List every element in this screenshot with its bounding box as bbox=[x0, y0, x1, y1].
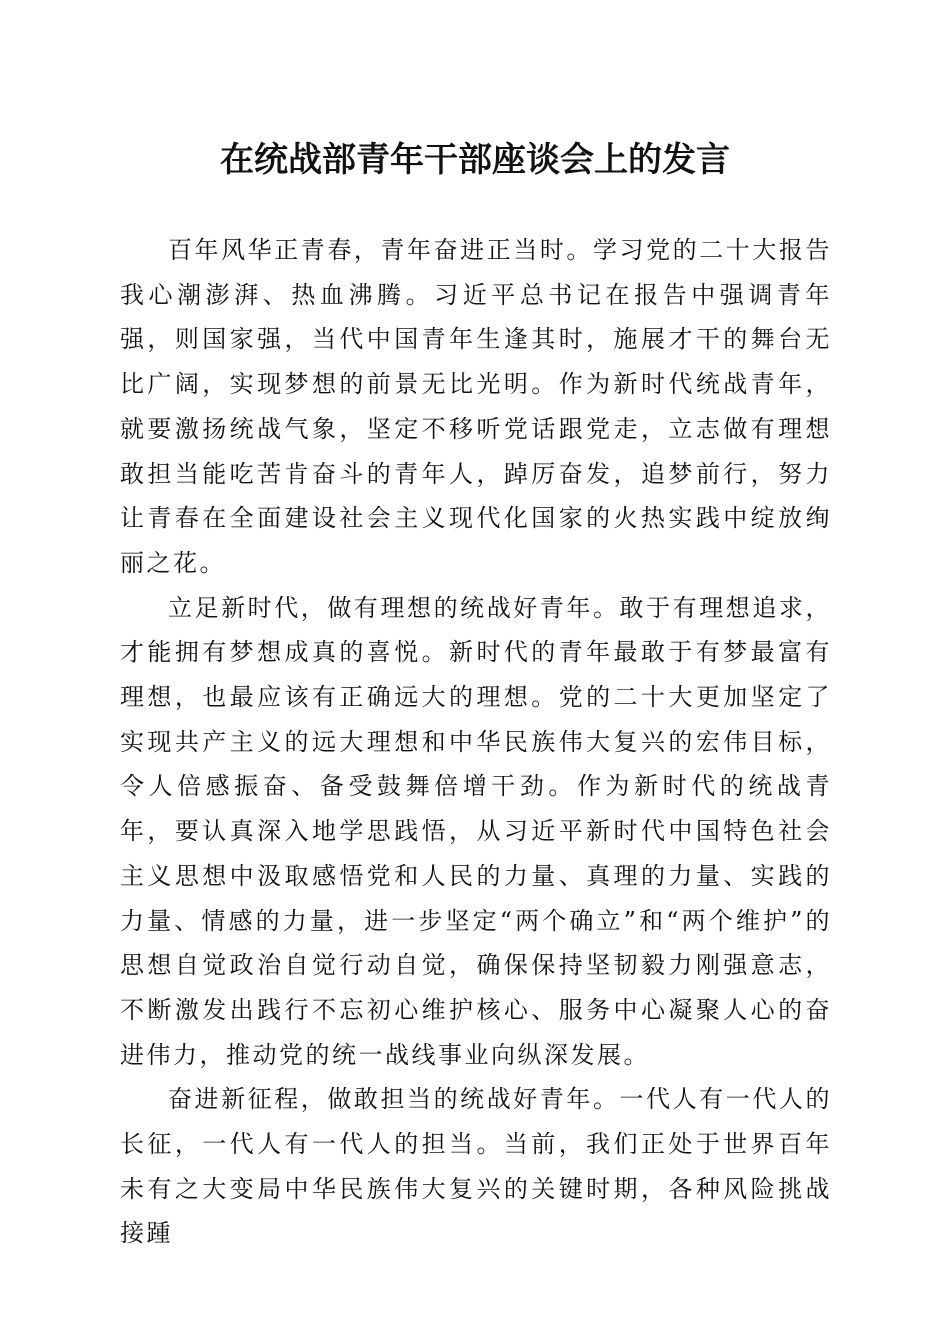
paragraph-2: 立足新时代，做有理想的统战好青年。敢于有理想追求，才能拥有梦想成真的喜悦。新时代的青年最敢于有梦最富有理想，也最应该有正确远大的理想。党的二十大更加坚定了实现共产主义的远大理想和中华民族伟大复兴的宏伟目标，令人倍感振奋、备受鼓舞倍增干劲。作为新时代的统战青年，要认真深入地学思践悟，从习近平新时代中国特色社会主义思想中汲取感悟党和人民的力量、真理的力量、实践的力量、情感的力量，进一步坚定“两个确立”和“两个维护”的思想自觉政治自觉行动自觉，确保保持坚韧毅力刚强意志，不断激发出践行不忘初心维护核心、服务中心凝聚人心的奋进伟力，推动党的统一战线事业向纵深发展。 bbox=[120, 593, 832, 1069]
paragraph-1: 百年风华正青春，青年奋进正当时。学习党的二十大报告我心潮澎湃、热血沸腾。习近平总书记在报告中强调青年强，则国家强，当代中国青年生逢其时，施展才干的舞台无比广阔，实现梦想的前景无比光明。作为新时代统战青年，就要激扬统战气象，坚定不移听党话跟党走，立志做有理想敢担当能吃苦肯奋斗的青年人，踔厉奋发，追梦前行，努力让青春在全面建设社会主义现代化国家的火热实践中绽放绚丽之花。 bbox=[120, 236, 832, 577]
document-title: 在统战部青年干部座谈会上的发言 bbox=[220, 140, 730, 180]
document-body bbox=[120, 228, 832, 1256]
paragraph-3: 奋进新征程，做敢担当的统战好青年。一代人有一代人的长征，一代人有一代人的担当。当前，我们正处于世界百年未有之大变局中华民族伟大复兴的关键时期，各种风险挑战接踵 bbox=[120, 1085, 832, 1248]
